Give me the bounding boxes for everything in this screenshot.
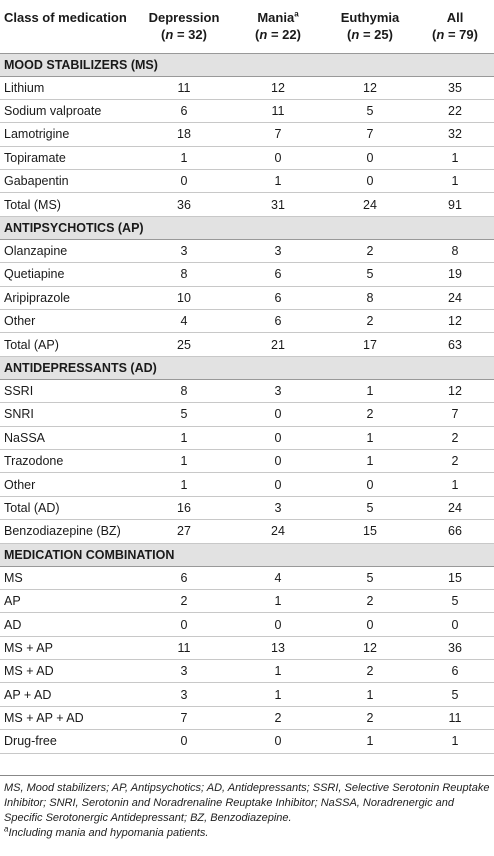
header-mania-footnote-marker: a: [294, 9, 299, 19]
table-row: [0, 333, 494, 356]
cell-euthymia: 2: [324, 706, 416, 729]
cell-mania: 2: [232, 706, 324, 729]
table-row: [0, 193, 494, 216]
cell-euthymia: 8: [324, 286, 416, 309]
table-row: [0, 520, 494, 543]
section-header-label: MOOD STABILIZERS (MS): [0, 53, 494, 76]
cell-mania: 0: [232, 146, 324, 169]
cell-depression: 6: [136, 99, 232, 122]
section-header-label: ANTIPSYCHOTICS (AP): [0, 216, 494, 239]
cell-euthymia: 7: [324, 123, 416, 146]
cell-euthymia: 12: [324, 76, 416, 99]
cell-depression: 8: [136, 263, 232, 286]
cell-all: 5: [416, 589, 494, 612]
cell-all: 24: [416, 286, 494, 309]
cell-depression: 11: [136, 636, 232, 659]
row-label: MS + AP + AD: [0, 706, 136, 729]
cell-mania: 1: [232, 589, 324, 612]
table-row: [0, 589, 494, 612]
row-label: Aripiprazole: [0, 286, 136, 309]
table-row: [0, 99, 494, 122]
cell-depression: 0: [136, 170, 232, 193]
cell-all: 1: [416, 473, 494, 496]
table-header-row: [0, 0, 494, 53]
cell-all: 1: [416, 170, 494, 193]
cell-mania: 1: [232, 660, 324, 683]
table-row: [0, 449, 494, 472]
footnote-abbreviations: MS, Mood stabilizers; AP, Antipsychotics; AD, Antidepressants; SSRI, Selective Serotonin Reuptake Inhibitor; SNRI, Serotonin and Noradrenaline Reuptake Inhibitor; NaSSA, Noradrenergic and Specific Serotonergic Antidepressant; BZ, Benzodiazepine.: [4, 782, 490, 824]
table-row: [0, 123, 494, 146]
cell-depression: 27: [136, 520, 232, 543]
table-row: [0, 496, 494, 519]
table-row: [0, 239, 494, 262]
cell-euthymia: 0: [324, 146, 416, 169]
cell-euthymia: 0: [324, 473, 416, 496]
row-label: Lamotrigine: [0, 123, 136, 146]
header-depression: [136, 0, 232, 53]
cell-mania: 0: [232, 613, 324, 636]
table-row: [0, 263, 494, 286]
cell-mania: 0: [232, 449, 324, 472]
cell-euthymia: 5: [324, 496, 416, 519]
row-label: Benzodiazepine (BZ): [0, 520, 136, 543]
cell-euthymia: 2: [324, 403, 416, 426]
footnote-note-text: Including mania and hypomania patients.: [8, 827, 209, 839]
cell-depression: 7: [136, 706, 232, 729]
cell-euthymia: 24: [324, 193, 416, 216]
cell-all: 12: [416, 310, 494, 333]
table-body: [0, 53, 494, 753]
row-label: Drug-free: [0, 730, 136, 753]
table-row: [0, 683, 494, 706]
cell-depression: 25: [136, 333, 232, 356]
cell-euthymia: 5: [324, 263, 416, 286]
row-label: Topiramate: [0, 146, 136, 169]
table-row: [0, 706, 494, 729]
cell-depression: 1: [136, 146, 232, 169]
cell-euthymia: 1: [324, 683, 416, 706]
table-row: [0, 660, 494, 683]
cell-depression: 0: [136, 730, 232, 753]
cell-all: 8: [416, 239, 494, 262]
cell-all: 7: [416, 403, 494, 426]
cell-all: 63: [416, 333, 494, 356]
table-row: [0, 379, 494, 402]
cell-euthymia: 2: [324, 589, 416, 612]
cell-all: 35: [416, 76, 494, 99]
cell-depression: 36: [136, 193, 232, 216]
header-euthymia-n: (n = 25): [347, 27, 393, 42]
header-euthymia-title: Euthymia: [340, 10, 400, 25]
row-label: Gabapentin: [0, 170, 136, 193]
cell-euthymia: 1: [324, 379, 416, 402]
header-all-title: All: [446, 10, 464, 25]
cell-depression: 18: [136, 123, 232, 146]
cell-euthymia: 1: [324, 730, 416, 753]
table-row: [0, 403, 494, 426]
cell-depression: 5: [136, 403, 232, 426]
row-label: AD: [0, 613, 136, 636]
cell-depression: 1: [136, 473, 232, 496]
cell-mania: 0: [232, 473, 324, 496]
cell-euthymia: 15: [324, 520, 416, 543]
cell-mania: 21: [232, 333, 324, 356]
table-row: [0, 636, 494, 659]
cell-mania: 6: [232, 310, 324, 333]
table-row: [0, 286, 494, 309]
cell-mania: 3: [232, 496, 324, 519]
cell-depression: 2: [136, 589, 232, 612]
cell-mania: 4: [232, 566, 324, 589]
cell-depression: 11: [136, 76, 232, 99]
table-footnote: [4, 781, 490, 841]
table-row: [0, 76, 494, 99]
cell-all: 1: [416, 146, 494, 169]
cell-mania: 7: [232, 123, 324, 146]
cell-mania: 24: [232, 520, 324, 543]
cell-depression: 1: [136, 449, 232, 472]
cell-all: 91: [416, 193, 494, 216]
row-label: AP: [0, 589, 136, 612]
cell-mania: 6: [232, 286, 324, 309]
table-row: [0, 566, 494, 589]
cell-depression: 10: [136, 286, 232, 309]
cell-euthymia: 2: [324, 310, 416, 333]
header-all: [416, 0, 494, 53]
cell-all: 24: [416, 496, 494, 519]
cell-depression: 0: [136, 613, 232, 636]
cell-all: 0: [416, 613, 494, 636]
row-label: Lithium: [0, 76, 136, 99]
header-euthymia: [324, 0, 416, 53]
cell-all: 19: [416, 263, 494, 286]
section-header-label: ANTIDEPRESSANTS (AD): [0, 356, 494, 379]
row-label: MS: [0, 566, 136, 589]
cell-mania: 0: [232, 403, 324, 426]
header-class-of-medication: Class of medication: [4, 10, 127, 25]
table-row: [0, 730, 494, 753]
cell-mania: 3: [232, 239, 324, 262]
cell-euthymia: 1: [324, 426, 416, 449]
cell-all: 5: [416, 683, 494, 706]
cell-euthymia: 1: [324, 449, 416, 472]
cell-mania: 13: [232, 636, 324, 659]
row-label: Olanzapine: [0, 239, 136, 262]
cell-mania: 12: [232, 76, 324, 99]
header-depression-n: (n = 32): [161, 27, 207, 42]
table-row: [0, 170, 494, 193]
cell-depression: 16: [136, 496, 232, 519]
header-mania: [232, 0, 324, 53]
table-row: [0, 613, 494, 636]
row-label: Sodium valproate: [0, 99, 136, 122]
row-label: MS + AD: [0, 660, 136, 683]
table-row: [0, 426, 494, 449]
cell-depression: 3: [136, 660, 232, 683]
cell-euthymia: 17: [324, 333, 416, 356]
row-label: NaSSA: [0, 426, 136, 449]
cell-euthymia: 0: [324, 613, 416, 636]
cell-depression: 6: [136, 566, 232, 589]
cell-depression: 1: [136, 426, 232, 449]
cell-mania: 1: [232, 683, 324, 706]
cell-depression: 8: [136, 379, 232, 402]
row-label: MS + AP: [0, 636, 136, 659]
row-label: Other: [0, 473, 136, 496]
row-label: Trazodone: [0, 449, 136, 472]
cell-euthymia: 5: [324, 566, 416, 589]
cell-mania: 0: [232, 426, 324, 449]
cell-mania: 11: [232, 99, 324, 122]
cell-euthymia: 2: [324, 660, 416, 683]
cell-euthymia: 12: [324, 636, 416, 659]
cell-all: 2: [416, 426, 494, 449]
section-header-row: [0, 356, 494, 379]
cell-all: 1: [416, 730, 494, 753]
cell-euthymia: 5: [324, 99, 416, 122]
cell-mania: 6: [232, 263, 324, 286]
cell-euthymia: 2: [324, 239, 416, 262]
footnote-divider: [0, 775, 494, 776]
cell-depression: 4: [136, 310, 232, 333]
row-label: Quetiapine: [0, 263, 136, 286]
cell-all: 15: [416, 566, 494, 589]
cell-mania: 3: [232, 379, 324, 402]
row-label: Other: [0, 310, 136, 333]
cell-all: 11: [416, 706, 494, 729]
cell-all: 12: [416, 379, 494, 402]
cell-euthymia: 0: [324, 170, 416, 193]
cell-all: 2: [416, 449, 494, 472]
section-header-row: [0, 216, 494, 239]
header-all-n: (n = 79): [432, 27, 478, 42]
section-header-row: [0, 53, 494, 76]
cell-all: 22: [416, 99, 494, 122]
table-row: [0, 146, 494, 169]
row-label: Total (AP): [0, 333, 136, 356]
cell-mania: 31: [232, 193, 324, 216]
table-row: [0, 473, 494, 496]
row-label: SSRI: [0, 379, 136, 402]
cell-mania: 1: [232, 170, 324, 193]
cell-all: 66: [416, 520, 494, 543]
footnote-note-marker: a: [4, 824, 9, 834]
cell-all: 32: [416, 123, 494, 146]
row-label: AP + AD: [0, 683, 136, 706]
row-label: Total (AD): [0, 496, 136, 519]
section-header-row: [0, 543, 494, 566]
table-row: [0, 310, 494, 333]
row-label: Total (MS): [0, 193, 136, 216]
header-depression-title: Depression: [148, 10, 220, 25]
cell-all: 6: [416, 660, 494, 683]
cell-mania: 0: [232, 730, 324, 753]
cell-depression: 3: [136, 683, 232, 706]
cell-all: 36: [416, 636, 494, 659]
row-label: SNRI: [0, 403, 136, 426]
footnote-note: [4, 826, 490, 841]
cell-depression: 3: [136, 239, 232, 262]
section-header-label: MEDICATION COMBINATION: [0, 543, 494, 566]
header-mania-title: Mania: [257, 10, 295, 25]
header-mania-n: (n = 22): [255, 27, 301, 42]
